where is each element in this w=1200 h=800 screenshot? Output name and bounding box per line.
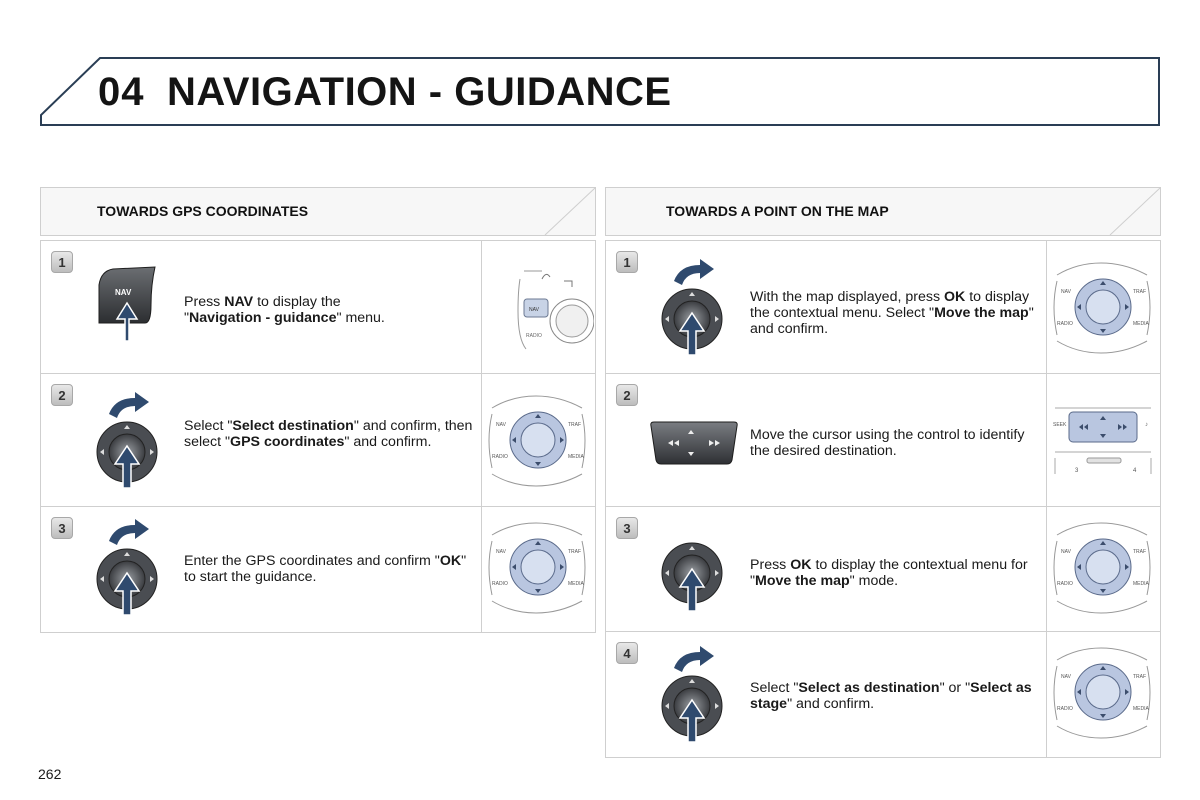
svg-text:NAV: NAV — [529, 307, 539, 313]
right-steps — [605, 240, 1161, 758]
svg-text:NAV: NAV — [1061, 549, 1071, 555]
cursor-pad-thumbnail — [1046, 374, 1158, 507]
svg-text:TRAF: TRAF — [1133, 674, 1147, 680]
chapter-number: 04 — [98, 70, 145, 114]
control-panel-thumbnail — [1046, 632, 1158, 757]
chapter-title: NAVIGATION - GUIDANCE — [167, 70, 672, 114]
step-instruction: Press OK to display the contextual menu for "Move the map" mode. — [750, 557, 1028, 589]
svg-text:RADIO: RADIO — [1057, 581, 1073, 587]
svg-text:RADIO: RADIO — [492, 454, 508, 460]
rotary-knob-turn-press-icon — [93, 517, 169, 619]
step-instruction: Enter the GPS coordinates and confirm "OK" to start the guidance. — [184, 553, 467, 585]
svg-text:TRAF: TRAF — [1133, 549, 1147, 555]
left-steps — [40, 240, 596, 633]
rotary-knob-turn-press-icon — [658, 644, 734, 746]
page-number: 262 — [38, 766, 62, 782]
svg-text:NAV: NAV — [496, 422, 506, 428]
step-number-badge: 1 — [51, 251, 73, 273]
left-section-header — [40, 187, 596, 236]
step-number-badge: 2 — [616, 384, 638, 406]
svg-text:RADIO: RADIO — [1057, 321, 1073, 327]
svg-text:RADIO: RADIO — [1057, 706, 1073, 712]
left-step-3 — [41, 507, 595, 632]
right-step-4 — [606, 632, 1160, 757]
svg-text:TRAF: TRAF — [1133, 289, 1147, 295]
right-section-title: TOWARDS A POINT ON THE MAP — [666, 203, 889, 219]
control-panel-thumbnail — [1046, 241, 1158, 374]
svg-text:RADIO: RADIO — [492, 581, 508, 587]
step-instruction: Move the cursor using the control to identify the desired destination. — [750, 427, 1025, 459]
svg-text:RADIO: RADIO — [526, 333, 542, 339]
svg-text:NAV: NAV — [496, 549, 506, 555]
control-panel-thumbnail — [481, 507, 593, 632]
control-panel-thumbnail — [1046, 507, 1158, 632]
svg-text:MEDIA: MEDIA — [568, 581, 584, 587]
svg-text:3: 3 — [1075, 468, 1079, 474]
step-instruction: Press NAV to display the "Navigation - guidance" menu. — [184, 294, 385, 326]
svg-text:SEEK: SEEK — [1053, 422, 1067, 428]
svg-text:MEDIA: MEDIA — [1133, 706, 1149, 712]
svg-text:TRAF: TRAF — [568, 549, 582, 555]
step-instruction: With the map displayed, press OK to display the contextual menu. Select "Move the map" and confirm. — [750, 289, 1034, 337]
right-step-2 — [606, 374, 1160, 507]
svg-text:MEDIA: MEDIA — [1133, 581, 1149, 587]
rotary-knob-turn-press-icon — [93, 390, 169, 492]
right-section-header — [605, 187, 1161, 236]
svg-text:NAV: NAV — [1061, 289, 1071, 295]
nav-key-label: NAV — [115, 288, 132, 297]
left-step-2 — [41, 374, 595, 507]
svg-text:4: 4 — [1133, 468, 1137, 474]
right-step-1 — [606, 241, 1160, 374]
step-instruction: Select "Select as destination" or "Select as stage" and confirm. — [750, 680, 1032, 712]
left-step-1 — [41, 241, 595, 374]
svg-text:TRAF: TRAF — [568, 422, 582, 428]
control-panel-thumbnail — [481, 374, 593, 507]
step-number-badge: 4 — [616, 642, 638, 664]
step-number-badge: 3 — [51, 517, 73, 539]
rotary-knob-press-icon — [658, 525, 734, 615]
left-section-title: TOWARDS GPS COORDINATES — [97, 203, 309, 219]
nav-button-press-icon — [95, 265, 159, 345]
step-number-badge: 1 — [616, 251, 638, 273]
cursor-control-pad-icon — [648, 418, 740, 466]
nav-panel-thumbnail — [481, 241, 593, 374]
step-number-badge: 3 — [616, 517, 638, 539]
step-number-badge: 2 — [51, 384, 73, 406]
svg-text:NAV: NAV — [1061, 674, 1071, 680]
svg-text:MEDIA: MEDIA — [1133, 321, 1149, 327]
step-instruction: Select "Select destination" and confirm, then select "GPS coordinates" and confirm. — [184, 418, 473, 450]
rotary-knob-turn-press-icon — [658, 257, 734, 359]
right-step-3 — [606, 507, 1160, 632]
svg-text:MEDIA: MEDIA — [568, 454, 584, 460]
svg-text:♪: ♪ — [1145, 422, 1148, 428]
